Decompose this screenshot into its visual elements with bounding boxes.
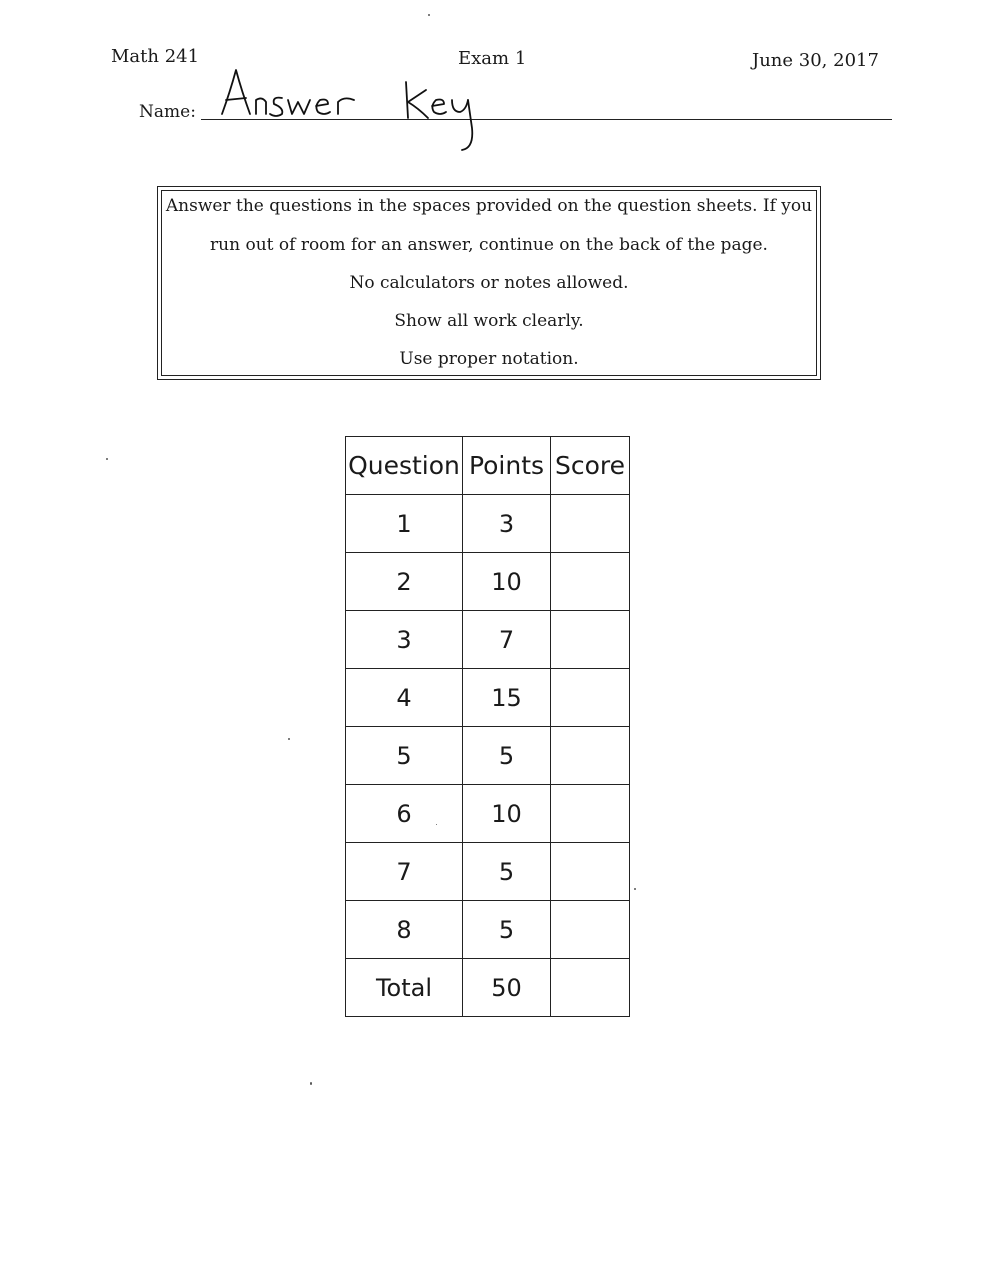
instruction-line-3: No calculators or notes allowed. [349, 273, 629, 293]
course-label: Math 241 [111, 46, 200, 67]
question-number: 3 [346, 611, 463, 669]
table-row [346, 553, 630, 611]
question-score[interactable] [551, 785, 630, 843]
instructions-box [157, 186, 821, 380]
header-question: Question [346, 437, 463, 495]
scan-speck [288, 738, 290, 740]
table-header-row [346, 437, 630, 495]
total-score[interactable] [551, 959, 630, 1017]
table-row [346, 727, 630, 785]
question-number: 6 [346, 785, 463, 843]
question-score[interactable] [551, 843, 630, 901]
instruction-line-2: run out of room for an answer, continue on the back of the page. [210, 235, 768, 255]
scan-speck [428, 14, 430, 16]
question-number: 4 [346, 669, 463, 727]
score-table [345, 436, 630, 1017]
question-points: 5 [463, 727, 551, 785]
total-row [346, 959, 630, 1017]
question-points: 15 [463, 669, 551, 727]
question-score[interactable] [551, 901, 630, 959]
instruction-line-5: Use proper notation. [399, 349, 579, 369]
total-points: 50 [463, 959, 551, 1017]
total-label: Total [346, 959, 463, 1017]
scan-speck [634, 888, 636, 890]
header-points: Points [463, 437, 551, 495]
question-score[interactable] [551, 553, 630, 611]
instruction-line-4: Show all work clearly. [394, 311, 584, 331]
question-number: 8 [346, 901, 463, 959]
question-points: 5 [463, 843, 551, 901]
handwritten-signature [216, 62, 506, 157]
header-score: Score [551, 437, 630, 495]
question-score[interactable] [551, 669, 630, 727]
question-points: 7 [463, 611, 551, 669]
table-row [346, 901, 630, 959]
exam-date: June 30, 2017 [752, 50, 879, 71]
table-row [346, 785, 630, 843]
question-number: 1 [346, 495, 463, 553]
question-number: 2 [346, 553, 463, 611]
table-row [346, 669, 630, 727]
exam-title: Exam 1 [458, 48, 527, 69]
question-points: 10 [463, 553, 551, 611]
question-points: 5 [463, 901, 551, 959]
question-number: 7 [346, 843, 463, 901]
scan-speck [310, 1082, 312, 1085]
table-row [346, 843, 630, 901]
handwritten-value: Answer Key [216, 62, 222, 63]
instruction-line-1: Answer the questions in the spaces provided on the question sheets. If you [165, 196, 813, 216]
question-score[interactable] [551, 495, 630, 553]
table-row [346, 495, 630, 553]
scan-speck [106, 458, 108, 460]
question-score[interactable] [551, 611, 630, 669]
table-row [346, 611, 630, 669]
question-points: 3 [463, 495, 551, 553]
scan-speck [436, 824, 437, 825]
question-score[interactable] [551, 727, 630, 785]
question-points: 10 [463, 785, 551, 843]
question-number: 5 [346, 727, 463, 785]
name-label: Name: [139, 102, 196, 122]
instructions-inner-border [161, 190, 817, 376]
